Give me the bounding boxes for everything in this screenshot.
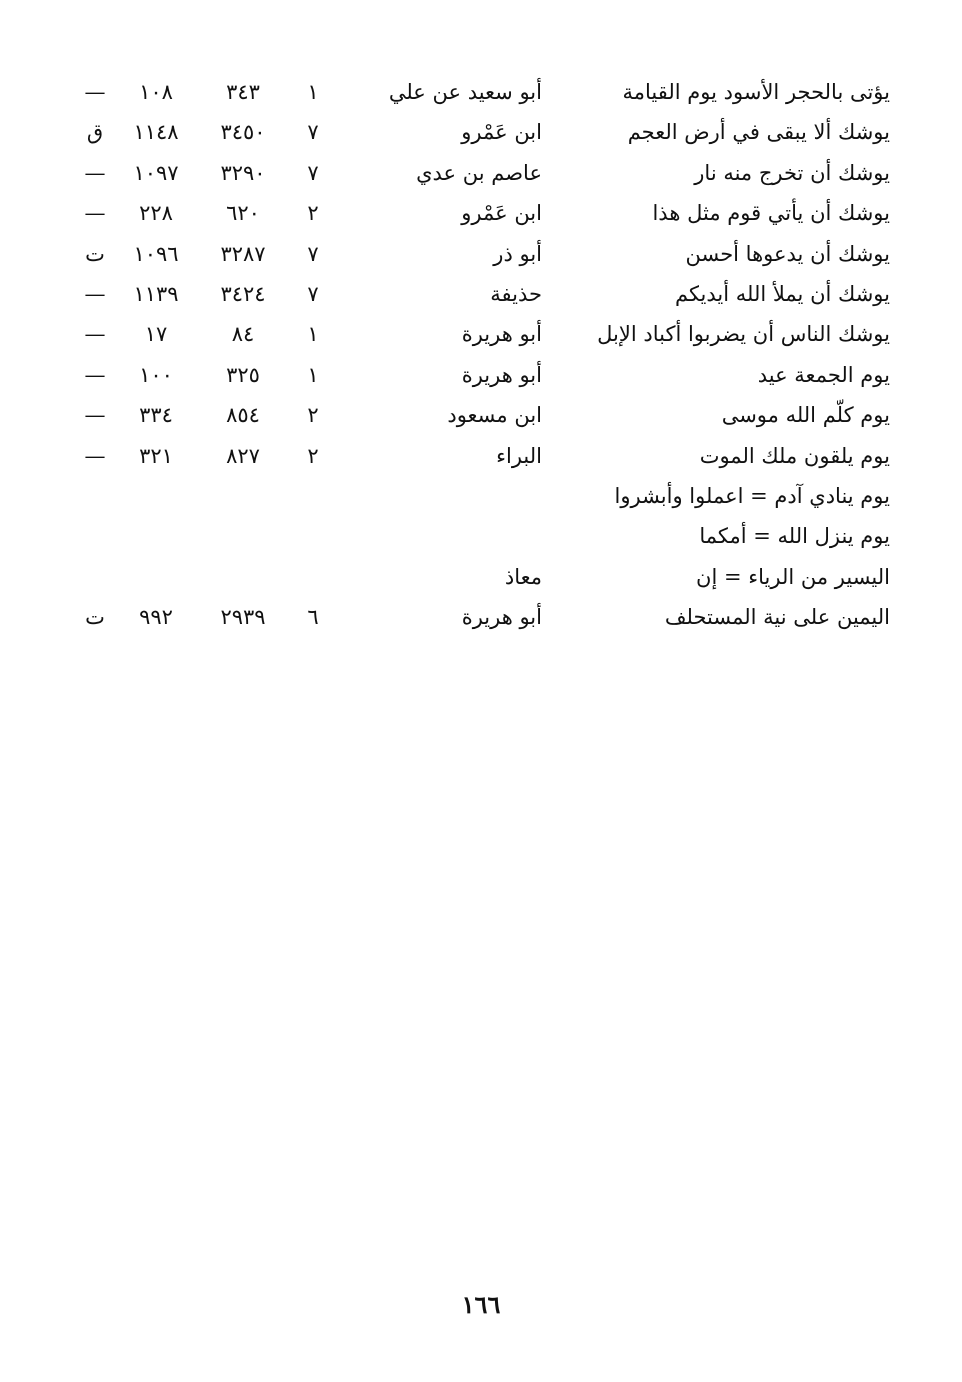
page-reference: ٣٤٢٤ bbox=[220, 281, 266, 306]
page-reference: ٨٢٧ bbox=[226, 443, 260, 468]
volume-number: ١ bbox=[307, 362, 319, 387]
hadith-text: يوشك الناس أن يضربوا أكباد الإبل bbox=[597, 322, 890, 347]
table-row bbox=[80, 234, 890, 274]
hadith-number: ١٧ bbox=[144, 322, 168, 347]
source-mark: — bbox=[84, 80, 106, 104]
hadith-text: يوم ينادي آدم = اعملوا وأبشروا bbox=[614, 483, 890, 508]
volume-number: ٦ bbox=[307, 605, 319, 630]
table-row bbox=[80, 355, 890, 395]
narrator: معاذ bbox=[504, 564, 542, 589]
table-row bbox=[80, 274, 890, 314]
volume-number: ٢ bbox=[307, 201, 319, 226]
narrator: أبو سعيد عن علي bbox=[388, 80, 542, 104]
table-row bbox=[80, 153, 890, 193]
narrator: أبو هريرة bbox=[461, 605, 542, 630]
source-mark: — bbox=[84, 443, 106, 468]
narrator: عاصم بن عدي bbox=[416, 160, 542, 185]
volume-number: ٧ bbox=[307, 160, 319, 185]
hadith-text: يوشك أن يأتي قوم مثل هذا bbox=[652, 201, 890, 226]
page-reference: ٢٩٣٩ bbox=[220, 605, 266, 630]
hadith-text: يوم الجمعة عيد bbox=[757, 362, 890, 387]
page-reference: ٣٢٨٧ bbox=[220, 241, 266, 266]
narrator: أبو ذر bbox=[493, 241, 542, 266]
table-row bbox=[80, 193, 890, 233]
hadith-number: ٣٢١ bbox=[139, 443, 173, 468]
volume-number: ٧ bbox=[307, 241, 319, 266]
narrator: ابن عَمْرو bbox=[461, 201, 542, 226]
volume-number: ٢ bbox=[307, 443, 319, 468]
narrator: أبو هريرة bbox=[461, 362, 542, 387]
volume-number: ١ bbox=[307, 80, 319, 104]
source-mark: ت bbox=[85, 241, 105, 266]
volume-number: ٧ bbox=[307, 281, 319, 306]
hadith-number: ١١٤٨ bbox=[133, 120, 179, 145]
source-mark: — bbox=[84, 322, 106, 347]
table-row bbox=[80, 597, 890, 637]
hadith-number: ١١٣٩ bbox=[133, 281, 179, 306]
hadith-text: يوم كلّم الله موسى bbox=[721, 403, 890, 428]
hadith-number: ٢٢٨ bbox=[139, 201, 173, 226]
page-reference: ٨٥٤ bbox=[226, 403, 260, 428]
hadith-text: يوم ينزل الله = أمكما bbox=[699, 524, 890, 549]
hadith-text: يؤتى بالحجر الأسود يوم القيامة bbox=[622, 80, 890, 104]
volume-number: ٧ bbox=[307, 120, 319, 145]
page-reference: ٣٢٥ bbox=[226, 362, 260, 387]
hadith-number: ١٠٩٦ bbox=[133, 241, 179, 266]
hadith-number: ١٠٠ bbox=[139, 362, 173, 387]
source-mark: — bbox=[84, 362, 106, 387]
hadith-text: يوشك ألا يبقى في أرض العجم bbox=[627, 120, 890, 145]
source-mark: — bbox=[84, 160, 106, 185]
volume-number: ١ bbox=[307, 322, 319, 347]
page-number: ١٦٦ bbox=[461, 1290, 501, 1319]
table-row bbox=[80, 476, 890, 516]
source-mark: ق bbox=[86, 120, 104, 145]
table-row bbox=[80, 72, 890, 112]
hadith-number: ٩٩٢ bbox=[139, 605, 173, 630]
table-row bbox=[80, 436, 890, 476]
page-reference: ٣٤٣ bbox=[226, 80, 260, 104]
page-reference: ٦٢٠ bbox=[226, 201, 260, 226]
source-mark: ت bbox=[85, 605, 105, 630]
table-row bbox=[80, 395, 890, 435]
page-reference: ٣٤٥٠ bbox=[220, 120, 266, 145]
hadith-number: ١٠٩٧ bbox=[133, 160, 179, 185]
narrator: ابن مسعود bbox=[447, 403, 542, 428]
hadith-text: يوشك أن تخرج منه نار bbox=[694, 160, 890, 185]
narrator: ابن عَمْرو bbox=[461, 120, 542, 145]
hadith-index-table bbox=[80, 72, 890, 637]
page-reference: ٨٤ bbox=[231, 322, 255, 347]
page-reference: ٣٢٩٠ bbox=[220, 160, 266, 185]
source-mark: — bbox=[84, 201, 106, 226]
table-row bbox=[80, 557, 890, 597]
hadith-text: يوم يلقون ملك الموت bbox=[699, 443, 890, 468]
table-row bbox=[80, 112, 890, 152]
hadith-text: اليمين على نية المستحلف bbox=[664, 605, 890, 630]
narrator: حذيفة bbox=[490, 281, 542, 306]
table-row bbox=[80, 314, 890, 354]
hadith-text: اليسير من الرياء = إن bbox=[696, 564, 890, 589]
hadith-number: ٣٣٤ bbox=[139, 403, 173, 428]
source-mark: — bbox=[84, 281, 106, 306]
narrator: البراء bbox=[496, 443, 542, 468]
source-mark: — bbox=[84, 403, 106, 428]
hadith-number: ١٠٨ bbox=[139, 80, 173, 104]
hadith-text: يوشك أن يملأ الله أيديكم bbox=[674, 281, 890, 306]
narrator: أبو هريرة bbox=[461, 322, 542, 347]
table-row bbox=[80, 516, 890, 556]
volume-number: ٢ bbox=[307, 403, 319, 428]
hadith-text: يوشك أن يدعوها أحسن bbox=[685, 241, 890, 266]
